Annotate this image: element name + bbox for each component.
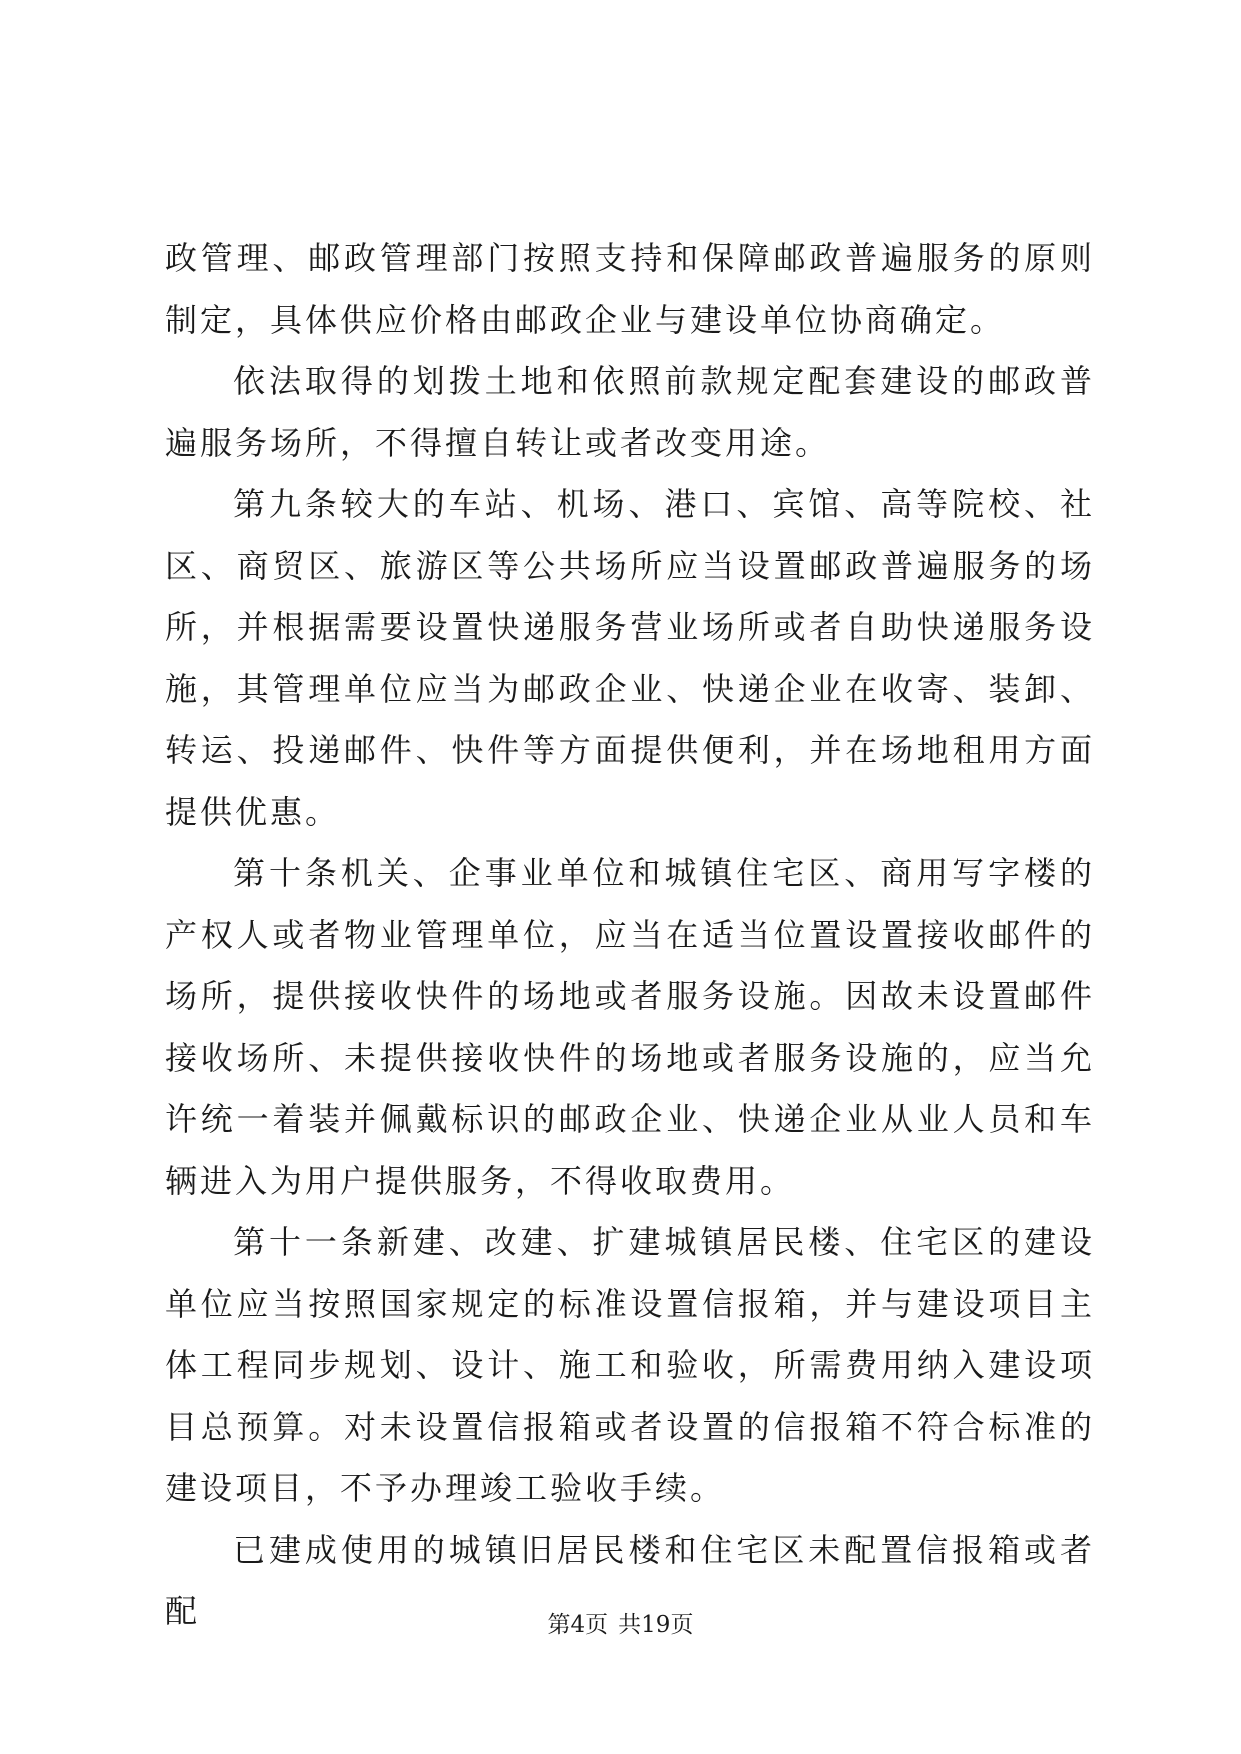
page-total: 共19页 — [618, 1612, 694, 1638]
paragraph-land-use: 依法取得的划拨土地和依照前款规定配套建设的邮政普遍服务场所，不得擅自转让或者改变用途。 — [165, 362, 1095, 462]
paragraph-existing-buildings: 已建成使用的城镇旧居民楼和住宅区未配置信报箱或者配 — [165, 1530, 1095, 1630]
paragraph-article-9: 第九条较大的车站、机场、港口、宾馆、高等院校、社区、商贸区、旅游区等公共场所应当设置邮政普遍服务的场所，并根据需要设置快递服务营业场所或者自助快递服务设施，其管理单位应当为邮政企业、快递企业在收寄、装卸、转运、投递邮件、快件等方面提供便利，并在场地租用方面提供优惠。 — [165, 485, 1095, 831]
paragraph-article-10: 第十条机关、企事业单位和城镇住宅区、商用写字楼的产权人或者物业管理单位，应当在适当位置设置接收邮件的场所，提供接收快件的场地或者服务设施。因故未设置邮件接收场所、未提供接收快件的场地或者服务设施的，应当允许统一着装并佩戴标识的邮政企业、快递企业从业人员和车辆进入为用户提供服务，不得收取费用。 — [165, 854, 1095, 1200]
paragraph-continuation: 政管理、邮政管理部门按照支持和保障邮政普遍服务的原则制定，具体供应价格由邮政企业与建设单位协商确定。 — [165, 239, 1095, 339]
paragraph-article-11: 第十一条新建、改建、扩建城镇居民楼、住宅区的建设单位应当按照国家规定的标准设置信报箱，并与建设项目主体工程同步规划、设计、施工和验收，所需费用纳入建设项目总预算。对未设置信报箱或者设置的信报箱不符合标准的建设项目，不予办理竣工验收手续。 — [165, 1223, 1095, 1507]
body-text — [165, 228, 1095, 1643]
page-footer — [0, 1606, 1241, 1639]
page-number: 第4页 — [547, 1612, 609, 1638]
